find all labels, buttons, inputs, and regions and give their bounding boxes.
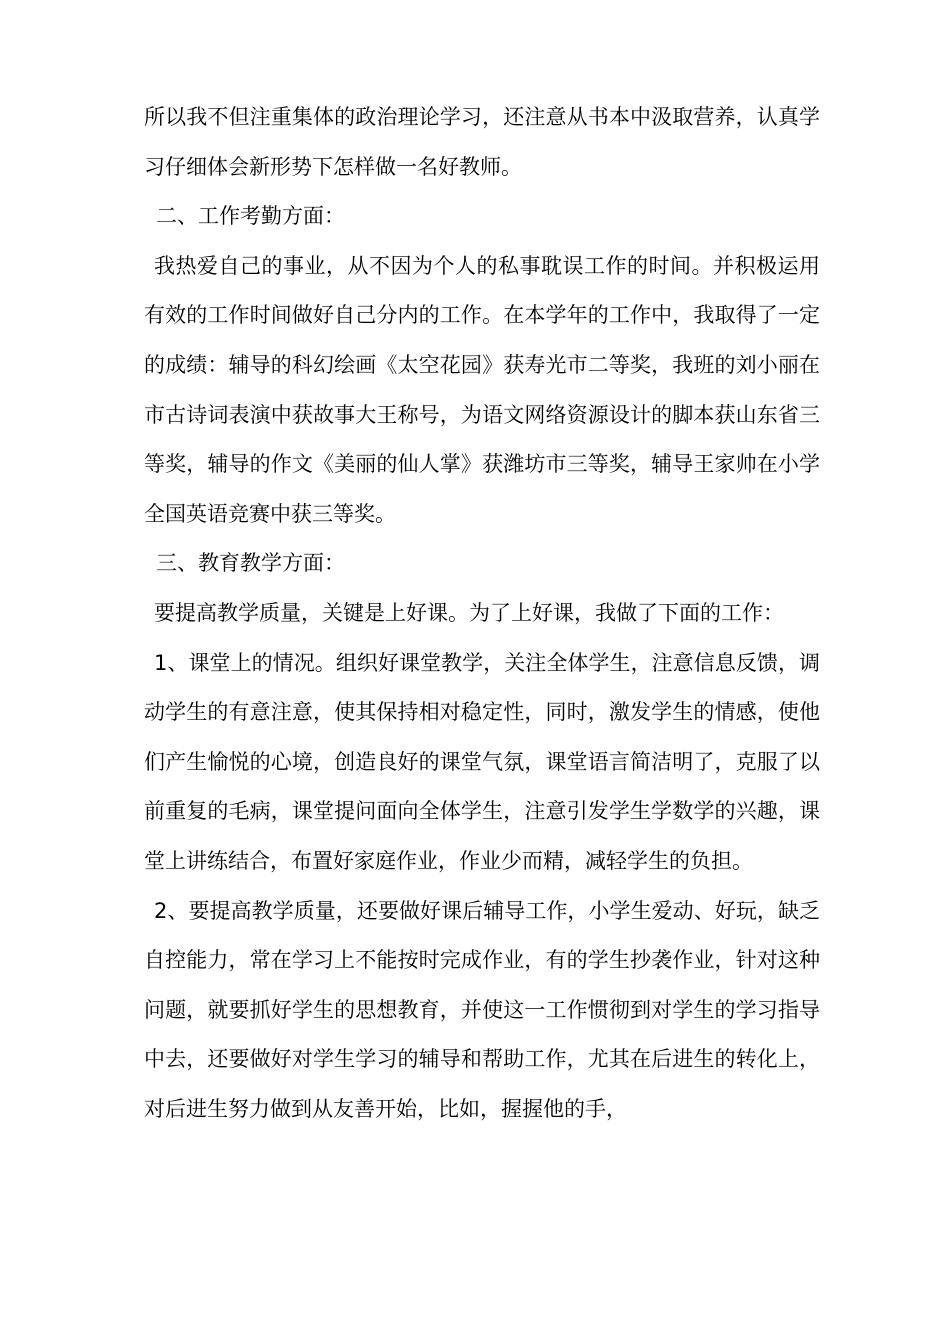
section-heading-attendance: 二、工作考勤方面： xyxy=(156,204,345,229)
section-heading-teaching: 三、教育教学方面： xyxy=(156,551,345,576)
paragraph-teaching-intro: 要提高教学质量，关键是上好课。为了上好课，我做了下面的工作： xyxy=(154,600,784,625)
paragraph-after-class: 2、要提高教学质量，还要做好课后辅导工作，小学生爱动、好玩，缺乏自控能力，常在学习上不能按时完成作业，有的学生抄袭作业，针对这种问题，就要抓好学生的思想教育，并使这一工作惯彻到对学生的学习指导中去，还要做好对学生学习的辅导和帮助工作，尤其在后进生的转化上，对后进生努力做到从友善开始，比如，握握他的手， xyxy=(144,898,820,1121)
paragraph-intro-continuation: 所以我不但注重集体的政治理论学习，还注意从书本中汲取营养，认真学习仔细体会新形势下怎样做一名好教师。 xyxy=(144,105,820,179)
document-body xyxy=(144,93,820,1134)
paragraph-attendance: 我热爱自己的事业，从不因为个人的私事耽误工作的时间。并积极运用有效的工作时间做好自己分内的工作。在本学年的工作中，我取得了一定的成绩：辅导的科幻绘画《太空花园》获寿光市二等奖，我班的刘小丽在市古诗词表演中获故事大王称号，为语文网络资源设计的脚本获山东省三等奖，辅导的作文《美丽的仙人掌》获潍坊市三等奖，辅导王家帅在小学全国英语竞赛中获三等奖。 xyxy=(144,253,820,526)
paragraph-classroom: 1、课堂上的情况。组织好课堂教学，关注全体学生，注意信息反馈，调动学生的有意注意，使其保持相对稳定性，同时，激发学生的情感，使他们产生愉悦的心境，创造良好的课堂气氛，课堂语言简洁明了，克服了以前重复的毛病，课堂提问面向全体学生，注意引发学生学数学的兴趣，课堂上讲练结合，布置好家庭作业，作业少而精，减轻学生的负担。 xyxy=(144,650,820,873)
